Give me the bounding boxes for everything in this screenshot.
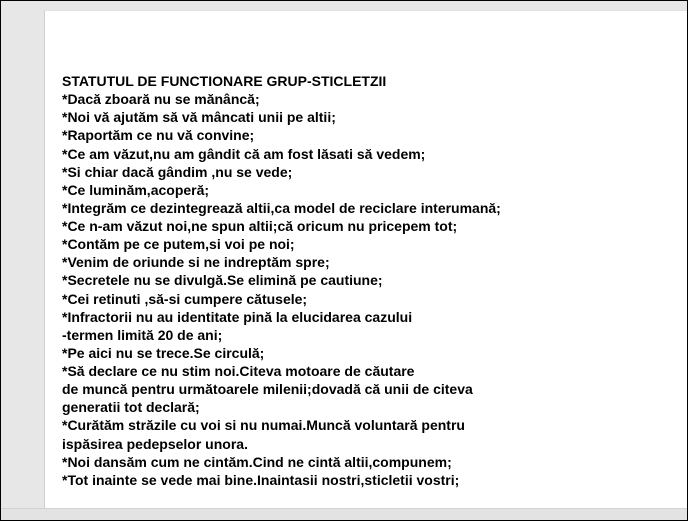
document-line: *Cei retinuti ,să-si cumpere cătusele; [62, 290, 308, 307]
document-line: *Dacă zboară nu se mănâncă; [62, 91, 260, 108]
document-page [44, 10, 688, 508]
document-line: *Noi vă ajutăm să vă mâncati unii pe altii; [62, 109, 336, 126]
document-line: *Infractorii nu au identitate pină la elucidarea cazului [62, 308, 413, 325]
document-line: *Ce n-am văzut noi,ne spun altii;că oricum nu pricepem tot; [62, 218, 458, 234]
document-line: generatii tot declară; [62, 399, 200, 416]
document-line: *Raportăm ce nu vă convine; [62, 127, 255, 144]
document-body [62, 72, 682, 489]
document-line: *Contăm pe ce putem,si voi pe noi; [62, 236, 295, 253]
document-line: *Si chiar dacă gândim ,nu se vede; [62, 163, 293, 180]
document-line: ispăsirea pedepselor unora. [62, 435, 248, 452]
document-line: -termen limită 20 de ani; [62, 326, 223, 343]
document-line: *Noi dansăm cum ne cintăm.Cind ne cintă altii,compunem; [62, 453, 452, 470]
document-line: *Curătăm străzile cu voi si nu numai.Muncă voluntară pentru [62, 417, 465, 434]
horizontal-scrollbar[interactable] [1, 508, 687, 521]
document-line: *Ce am văzut,nu am gândit că am fost lăsati să vedem; [62, 145, 426, 162]
document-line: *Să declare ce nu stim noi.Citeva motoare de căutare [62, 363, 415, 379]
document-line: *Venim de oriunde si ne indreptăm spre; [62, 254, 330, 271]
document-line: *Secretele nu se divulgă.Se elimină pe cautiune; [62, 272, 383, 289]
document-line: *Ce luminăm,acoperă; [62, 181, 210, 198]
document-line: *Integrăm ce dezintegrează altii,ca model de reciclare interumană; [62, 199, 501, 216]
document-line: *Tot inainte se vede mai bine.Inaintasii nostri,sticletii vostri; [62, 471, 460, 488]
document-line: de muncă pentru următoarele milenii;dovadă că unii de citeva [62, 381, 473, 398]
document-title: STATUTUL DE FUNCTIONARE GRUP-STICLETZII [62, 73, 387, 89]
document-line: *Pe aici nu se trece.Se circulă; [62, 344, 265, 361]
